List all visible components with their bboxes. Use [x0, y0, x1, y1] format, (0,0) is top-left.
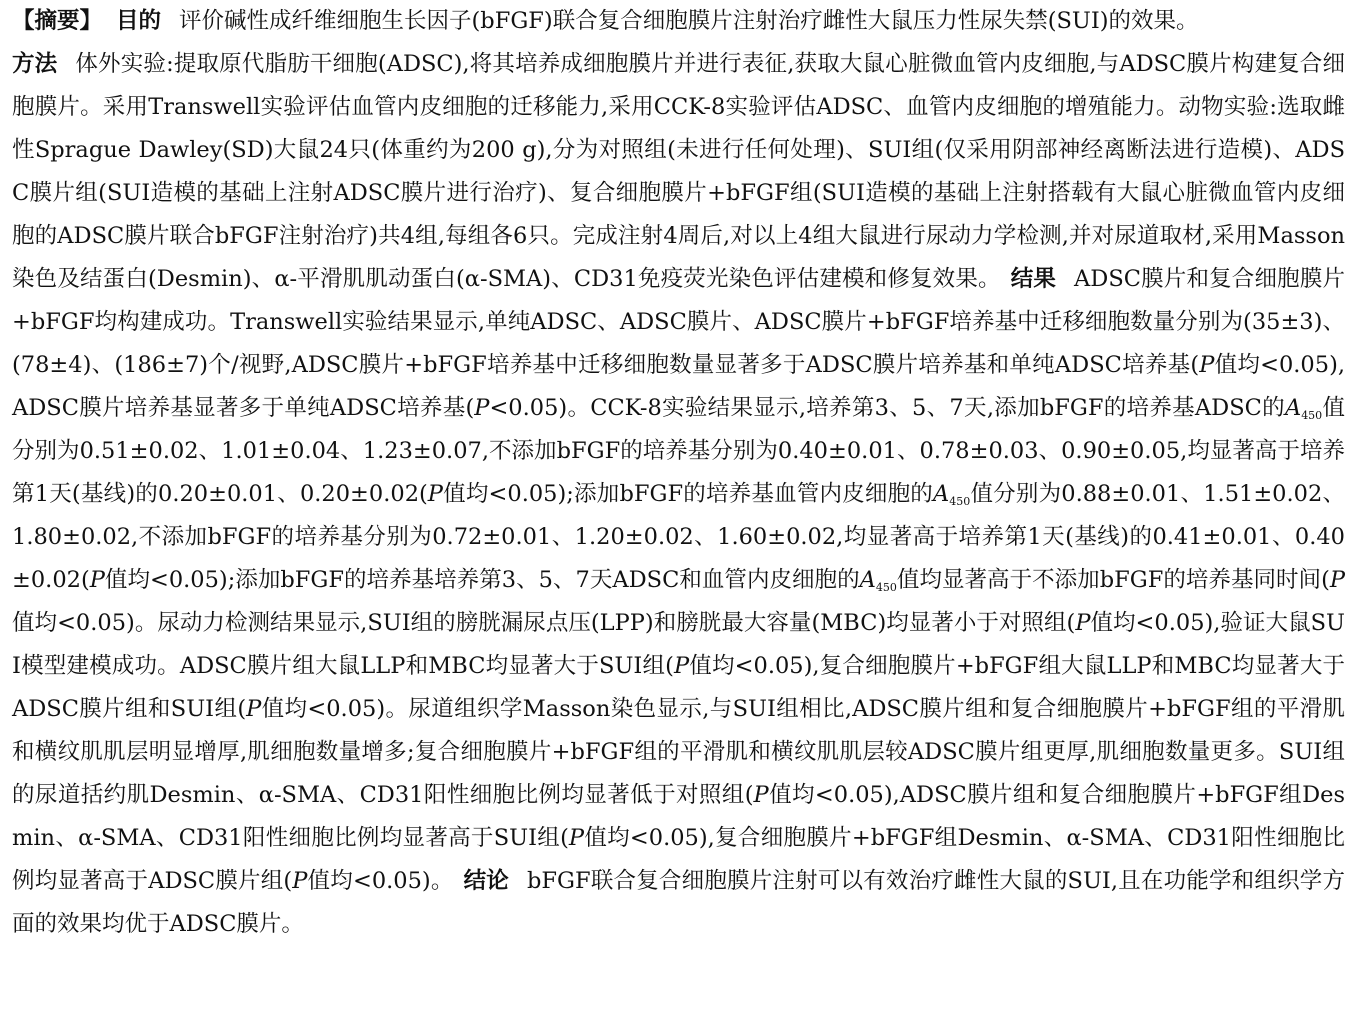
results-text: 值均<0.05),复合细胞膜片+bFGF组Desmin、α-SMA、CD31阳性细胞比例均显著高于ADSC膜片组( — [12, 825, 1345, 894]
absorbance-wavelength: 450 — [875, 581, 897, 594]
p-symbol: P — [1329, 567, 1345, 593]
p-symbol: P — [89, 567, 105, 593]
results-text: 值分别为0.88±0.01、1.51±0.02、1.80±0.02,不添加bFGF的培养基分别为0.72±0.01、1.20±0.02、1.60±0.02,均显著高于培养第1天(基线)的0.41±0.01、0.40±0.02( — [12, 481, 1345, 593]
results-text: 值均<0.05)。尿道组织学Masson染色显示,与SUI组相比,ADSC膜片组和复合细胞膜片+bFGF组的平滑肌和横纹肌肌层明显增厚,肌细胞数量增多;复合细胞膜片+bFGF组的平滑肌和横纹肌肌层较ADSC膜片组更厚,肌细胞数量更多。SUI组的尿道括约肌Desmin、α-SMA、CD31阳性细胞比例均显著低于对照组( — [12, 696, 1345, 808]
results-text: 值均<0.05);添加bFGF的培养基血管内皮细胞的 — [442, 481, 933, 507]
absorbance-wavelength: 450 — [949, 495, 971, 508]
purpose-text: 评价碱性成纤维细胞生长因子(bFGF)联合复合细胞膜片注射治疗雌性大鼠压力性尿失禁(SUI)的效果。 — [179, 8, 1199, 34]
results-text: 值均<0.05),ADSC膜片培养基显著多于单纯ADSC培养基( — [12, 352, 1345, 421]
absorbance-symbol: A — [859, 567, 876, 593]
absorbance-symbol: A — [1284, 395, 1302, 421]
results-text: 值均显著高于不添加bFGF的培养基同时间( — [896, 567, 1330, 593]
p-symbol: P — [568, 825, 585, 851]
methods-text: 体外实验:提取原代脂肪干细胞(ADSC),将其培养成细胞膜片并进行表征,获取大鼠心脏微血管内皮细胞,与ADSC膜片构建复合细胞膜片。采用Transwell实验评估血管内皮细胞的迁移能力,采用CCK-8实验评估ADSC、血管内皮细胞的增殖能力。动物实验:选取雌性Sprague Dawley(SD)大鼠24只(体重约为200 g),分为对照组(未进行任何处理)、SUI组(仅采用阴部神经离断法进行造模)、ADSC膜片组(SUI造模的基础上注射ADSC膜片进行治疗)、复合细胞膜片+bFGF组(SUI造模的基础上注射搭载有大鼠心脏微血管内皮细胞的ADSC膜片联合bFGF注射治疗)共4组,每组各6只。完成注射4周后,对以上4组大鼠进行尿动力学检测,并对尿道取材,采用Masson染色及结蛋白(Desmin)、α-平滑肌肌动蛋白(α-SMA)、CD31免疫荧光染色评估建模和修复效果。 — [12, 51, 1345, 292]
p-symbol: P — [246, 696, 262, 722]
abstract-heading: 【摘要】 — [12, 8, 103, 34]
p-symbol: P — [1075, 610, 1091, 636]
conclusion-label: 结论 — [463, 868, 510, 894]
results-label: 结果 — [1010, 266, 1057, 292]
p-symbol: P — [673, 653, 690, 679]
results-text: 值均<0.05),验证大鼠SUI模型建模成功。ADSC膜片组大鼠LLP和MBC均显著大于SUI组( — [12, 610, 1345, 679]
p-symbol: P — [753, 782, 769, 808]
absorbance-symbol: A — [933, 481, 950, 507]
conclusion-text: bFGF联合复合细胞膜片注射可以有效治疗雌性大鼠的SUI,且在功能学和组织学方面的效果均优于ADSC膜片。 — [12, 868, 1345, 937]
p-symbol: P — [292, 868, 308, 894]
methods-label: 方法 — [12, 51, 58, 77]
results-text: <0.05)。CCK-8实验结果显示,培养第3、5、7天,添加bFGF的培养基ADSC的 — [489, 395, 1285, 421]
p-symbol: P — [474, 395, 490, 421]
absorbance-wavelength: 450 — [1301, 409, 1323, 422]
results-text: 值均<0.05),ADSC膜片组和复合细胞膜片+bFGF组Desmin、α-SMA、CD31阳性细胞比例均显著高于SUI组( — [12, 782, 1346, 851]
results-text: 值均<0.05)。尿动力检测结果显示,SUI组的膀胱漏尿点压(LPP)和膀胱最大容量(MBC)均显著小于对照组( — [12, 610, 1076, 636]
results-text: 值分别为0.51±0.02、1.01±0.04、1.23±0.07,不添加bFGF的培养基分别为0.40±0.01、0.78±0.03、0.90±0.05,均显著高于培养第1天(基线)的0.20±0.01、0.20±0.02( — [12, 395, 1345, 507]
purpose-label: 目的 — [116, 8, 162, 34]
p-symbol: P — [1199, 352, 1215, 378]
results-text: 值均<0.05)。 — [307, 868, 454, 894]
p-symbol: P — [427, 481, 443, 507]
results-text: ADSC膜片和复合细胞膜片+bFGF均构建成功。Transwell实验结果显示,单纯ADSC、ADSC膜片、ADSC膜片+bFGF培养基中迁移细胞数量分别为(35±3)、(78±4)、(186±7)个/视野,ADSC膜片+bFGF培养基中迁移细胞数量显著多于ADSC膜片培养基和单纯ADSC培养基( — [12, 266, 1345, 378]
results-text: 值均<0.05);添加bFGF的培养基培养第3、5、7天ADSC和血管内皮细胞的 — [104, 567, 860, 593]
results-text: 值均<0.05),复合细胞膜片+bFGF组大鼠LLP和MBC均显著大于ADSC膜片组和SUI组( — [12, 653, 1346, 722]
